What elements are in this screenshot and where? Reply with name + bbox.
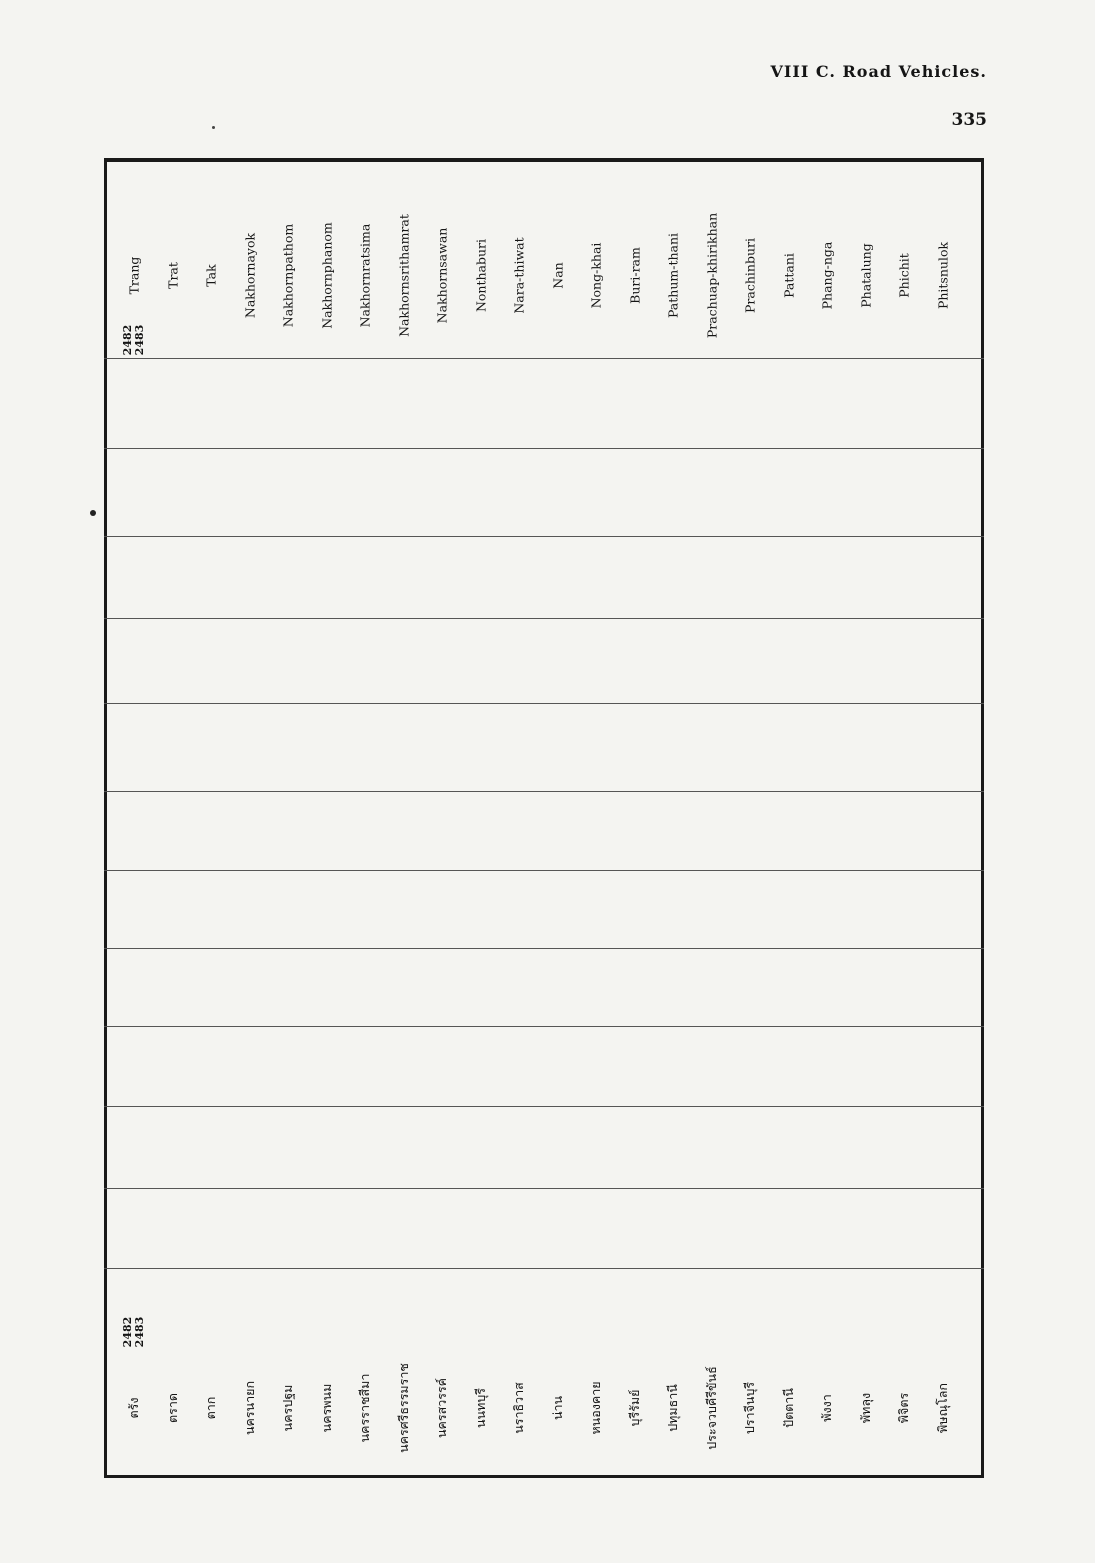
band-separator	[104, 948, 984, 949]
province-name-th: นครนายก	[241, 1380, 257, 1436]
province-name-th: นราธิวาส	[511, 1382, 526, 1434]
year-label: 2483	[133, 324, 146, 356]
province-name-en: Trat	[165, 262, 180, 289]
province-name-en: Nakhornphanom	[319, 222, 334, 329]
province-name-en: Phichit	[896, 253, 912, 298]
year-labels	[122, 1317, 146, 1348]
table-right-rule	[981, 158, 984, 1478]
band-separator	[104, 1026, 984, 1027]
province-name-en: Pattani	[781, 253, 796, 298]
province-name-en: Nakhornsrithamrat	[396, 214, 411, 337]
province-name-en: Nong-khai	[588, 242, 604, 309]
year-label: 2483	[133, 1316, 146, 1348]
province-name-en: Nonthaburi	[473, 238, 488, 313]
province-name-en: Pathum-thani	[665, 232, 681, 319]
province-name-en: Phang-nga	[819, 241, 835, 310]
province-name-en: Nakhornayok	[242, 232, 257, 319]
margin-mark	[212, 126, 215, 129]
province-name-th: ปทุมธานี	[665, 1384, 680, 1432]
province-name-th: นครพนม	[318, 1383, 334, 1433]
year-label: 2482	[121, 324, 134, 356]
band-separator	[104, 703, 984, 704]
year-label: 2482	[121, 1316, 134, 1348]
province-name-th: หนองคาย	[588, 1381, 603, 1435]
province-name-th: นครราชสีมา	[357, 1373, 372, 1443]
province-name-en: Nara-thiwat	[511, 237, 527, 314]
running-header: VIII C. Road Vehicles.	[770, 62, 987, 81]
province-name-en: Nakhornratsima	[357, 223, 373, 328]
province-name-th: ตาก	[203, 1396, 218, 1420]
band-separator	[104, 448, 984, 449]
province-name-th: พัทลุง	[857, 1392, 873, 1424]
band-separator	[104, 870, 984, 871]
province-name-en: Tak	[203, 264, 219, 287]
province-name-en: Nakhornpathom	[280, 223, 296, 328]
table-left-rule	[104, 158, 107, 1478]
province-name-th: พังงา	[819, 1394, 834, 1422]
province-name-en: Phitsnulok	[935, 241, 950, 310]
province-name-en: Phatalung	[858, 243, 873, 308]
province-name-th: พิจิตร	[896, 1392, 911, 1424]
province-name-th: น่าน	[549, 1395, 565, 1421]
province-name-th: นนทบุรี	[472, 1388, 488, 1428]
page-number: 335	[951, 110, 987, 130]
table-bottom-rule	[104, 1475, 984, 1478]
province-name-en: Prachinburi	[742, 238, 758, 313]
province-name-th: ตราด	[164, 1393, 180, 1423]
province-name-th: นครปฐม	[280, 1384, 295, 1432]
province-name-en: Buri-ram	[627, 247, 642, 304]
province-name-th: นครสวรรค์	[434, 1377, 449, 1439]
province-name-th: ปราจีนบุรี	[742, 1381, 757, 1435]
province-name-en: Trang	[126, 256, 142, 295]
province-name-th: ปัตตานี	[780, 1388, 796, 1428]
province-name-th: ตรัง	[126, 1397, 141, 1419]
province-name-th: พิษณุโลก	[934, 1382, 950, 1434]
band-separator	[104, 358, 984, 359]
band-separator	[104, 791, 984, 792]
band-separator	[104, 1268, 984, 1269]
year-labels	[122, 325, 146, 356]
road-vehicles-table	[104, 158, 984, 1478]
province-name-en: Prachuap-khirikhan	[704, 212, 719, 339]
province-name-th: ประจวบคีรีขันธ์	[703, 1366, 719, 1450]
province-name-th: บุรีรัมย์	[626, 1389, 642, 1427]
table-top-rule	[104, 158, 984, 162]
province-name-th: นครศรีธรรมราช	[395, 1363, 411, 1453]
province-name-en: Nakhornsawan	[434, 227, 450, 324]
band-separator	[104, 1188, 984, 1189]
margin-mark	[90, 510, 96, 516]
band-separator	[104, 618, 984, 619]
band-separator	[104, 1106, 984, 1107]
band-separator	[104, 536, 984, 537]
province-name-en: Nan	[550, 262, 565, 289]
